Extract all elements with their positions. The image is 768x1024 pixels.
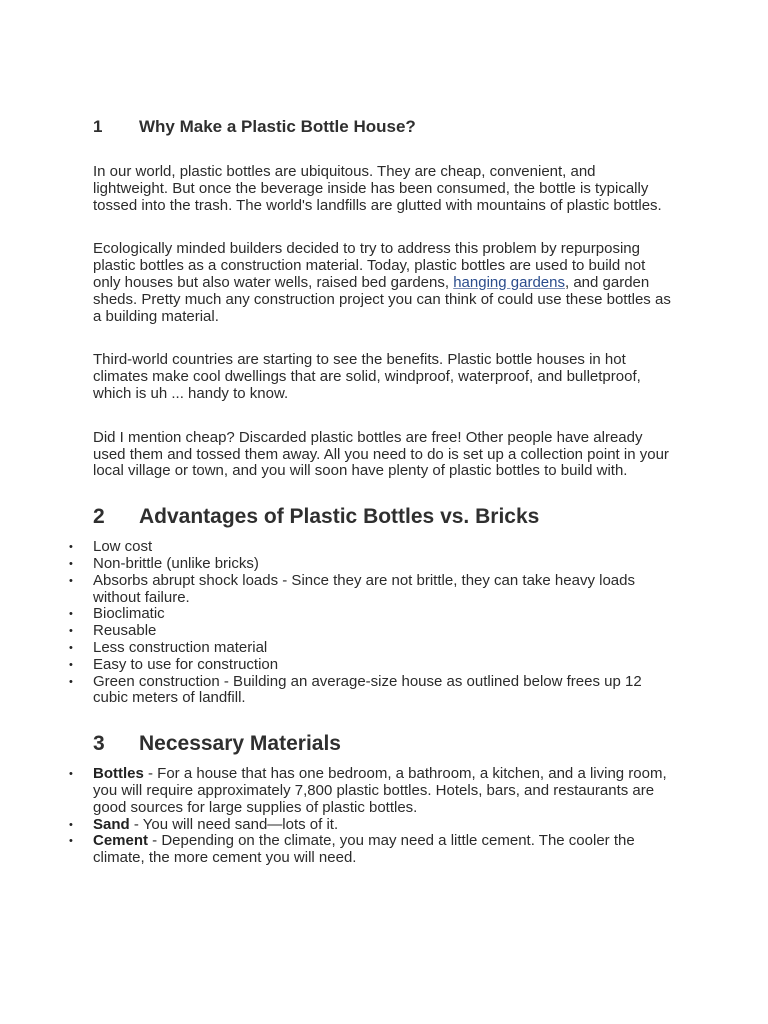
list-item: • Bioclimatic bbox=[93, 606, 673, 623]
section-1-paragraph-1: In our world, plastic bottles are ubiquitous. They are cheap, convenient, and lightweight. But once the beverage inside has been consumed, the bottle is typically tossed into the trash. The world's landfills are glutted with mountains of plastic bottles. bbox=[93, 163, 662, 214]
paragraph-2-text-before: Ecologically minded builders decided to try to address this problem by repurposing plastic bottles as a construction material. Today, plastic bottles are used to build not only houses but also water wells, raised bed gardens, bbox=[93, 240, 646, 291]
section-1-title: Why Make a Plastic Bottle House? bbox=[139, 117, 416, 136]
section-3-title: Necessary Materials bbox=[139, 732, 341, 756]
list-item: • Non-brittle (unlike bricks) bbox=[93, 556, 673, 573]
section-1-paragraph-2 bbox=[93, 241, 673, 325]
list-item bbox=[93, 817, 673, 834]
list-item bbox=[93, 766, 673, 816]
section-1-number: 1 bbox=[93, 117, 103, 136]
materials-list bbox=[93, 766, 673, 867]
list-item: • Reusable bbox=[93, 623, 673, 640]
section-2-title: Advantages of Plastic Bottles vs. Bricks bbox=[139, 505, 540, 529]
paragraph-2-text-after: , and garden sheds. Pretty much any construction project you can think of could use these bottles as a building material. bbox=[93, 273, 671, 325]
section-2-number: 2 bbox=[93, 505, 105, 529]
material-description: - You will need sand—lots of it. bbox=[129, 815, 339, 833]
document-page bbox=[93, 116, 673, 867]
section-3-number: 3 bbox=[93, 732, 105, 756]
list-item: • Less construction material bbox=[93, 640, 673, 657]
list-item: • Easy to use for construction bbox=[93, 657, 673, 674]
material-description: - Depending on the climate, you may need a little cement. The cooler the climate, the more cement you will need. bbox=[93, 832, 635, 867]
section-1-paragraph-3: Third-world countries are starting to see the benefits. Plastic bottle houses in hot climates make cool dwellings that are solid, windproof, waterproof, and bulletproof, which is uh ... handy to know. bbox=[93, 351, 641, 402]
material-term: Cement bbox=[93, 832, 149, 850]
material-term: Sand bbox=[93, 815, 130, 833]
list-item: • Low cost bbox=[93, 539, 673, 556]
list-item: • Green construction - Building an average-size house as outlined below frees up 12 cubic meters of landfill. bbox=[93, 674, 673, 708]
hanging-gardens-link[interactable]: hanging gardens bbox=[453, 273, 565, 291]
section-3-heading bbox=[93, 731, 673, 757]
list-item: • Absorbs abrupt shock loads - Since they are not brittle, they can take heavy loads without failure. bbox=[93, 573, 673, 607]
material-description: - For a house that has one bedroom, a bathroom, a kitchen, and a living room, you will require approximately 7,800 plastic bottles. Hotels, bars, and restaurants are good sources for large supplies of plastic bottles. bbox=[93, 765, 667, 816]
advantages-list bbox=[93, 539, 673, 707]
material-term: Bottles bbox=[93, 765, 144, 783]
section-1-paragraph-4: Did I mention cheap? Discarded plastic bottles are free! Other people have already used them and tossed them away. All you need to do is set up a collection point in your local village or town, and you will soon have plenty of plastic bottles to build with. bbox=[93, 428, 669, 480]
section-2-heading bbox=[93, 504, 673, 530]
section-1-heading bbox=[93, 116, 673, 138]
list-item bbox=[93, 833, 673, 867]
